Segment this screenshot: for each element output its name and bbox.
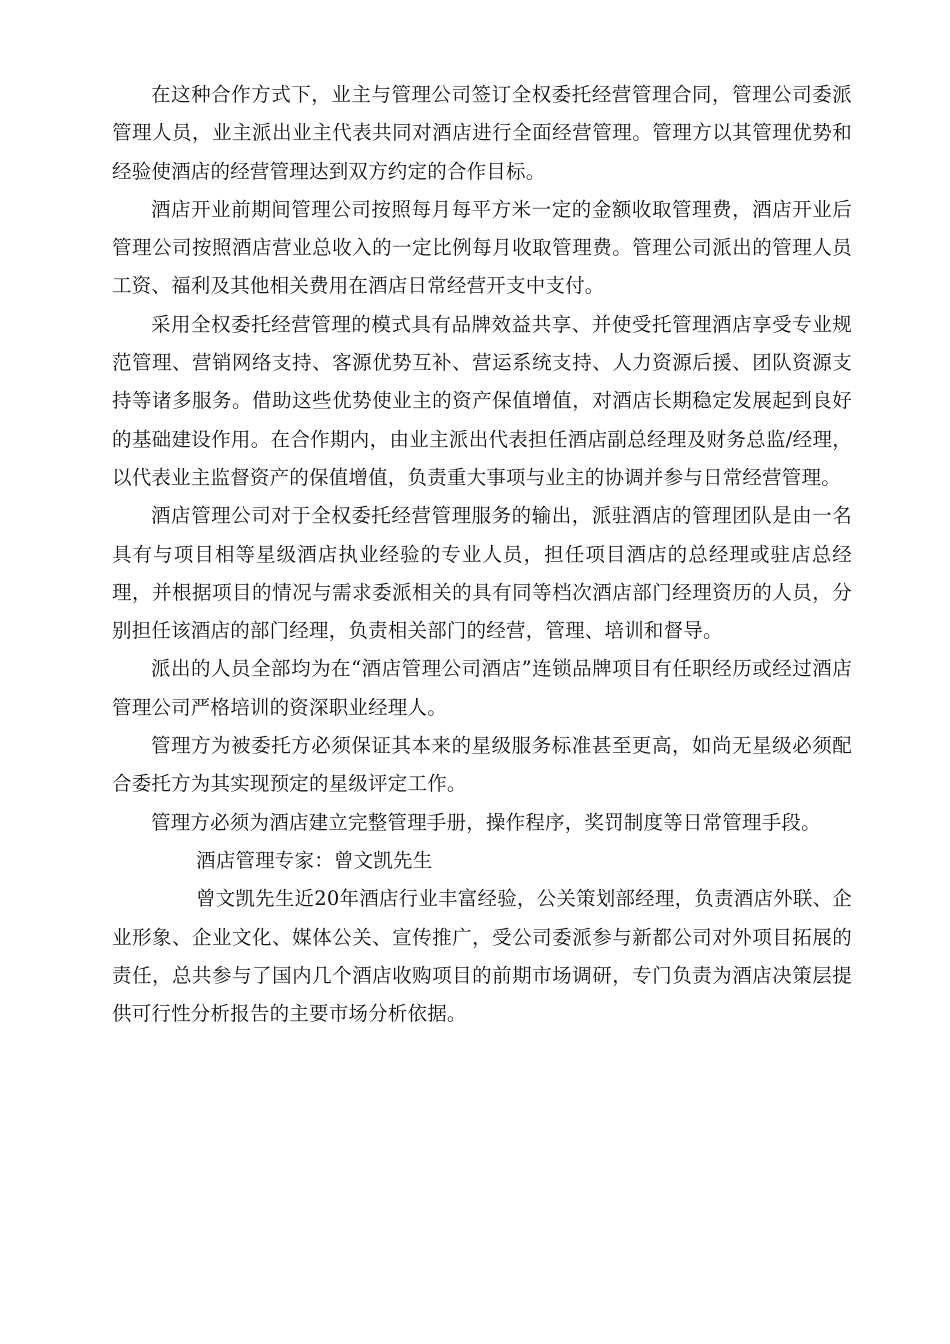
paragraph-star-standard: 管理方为被委托方必须保证其本来的星级服务标准甚至更高，如尚无星级必须配合委托方为其实现预定的星级评定工作。 xyxy=(112,734,852,796)
expert-heading: 酒店管理专家：曾文凯先生 xyxy=(196,848,433,872)
paragraph-brand-benefits: 采用全权委托经营管理的模式具有品牌效益共享、并使受托管理酒店享受专业规范管理、营销网络支持、客源优势互补、营运系统支持、人力资源后援、团队资源支持等诸多服务。借助这些优势使业主的资产保值增值，对酒店长期稳定发展起到良好的基础建设作用。在合作期内，由业主派出代表担任酒店副总经理及财务总监/经理，以代表业主监督资产的保值增值，负责重大事项与业主的协调并参与日常经营管理。 xyxy=(112,312,852,489)
paragraph-management-manual: 管理方必须为酒店建立完整管理手册，操作程序，奖罚制度等日常管理手段。 xyxy=(151,810,821,834)
paragraph-dispatched-staff: 派出的人员全部均为在“酒店管理公司酒店”连锁品牌项目有任职经历或经过酒店管理公司严格培训的资深职业经理人。 xyxy=(112,657,852,719)
paragraph-management-team: 酒店管理公司对于全权委托经营管理服务的输出，派驻酒店的管理团队是由一名具有与项目相等星级酒店执业经验的专业人员，担任项目酒店的总经理或驻店总经理，并根据项目的情况与需求委派相关的具有同等档次酒店部门经理资历的人员，分别担任该酒店的部门经理，负责相关部门的经营，管理、培训和督导。 xyxy=(112,504,852,643)
paragraph-management-fee: 酒店开业前期间管理公司按照每月每平方米一定的金额收取管理费，酒店开业后管理公司按照酒店营业总收入的一定比例每月收取管理费。管理公司派出的管理人员工资、福利及其他相关费用在酒店日常经营开支中支付。 xyxy=(112,197,852,298)
expert-bio: 曾文凯先生近20年酒店行业丰富经验，公关策划部经理，负责酒店外联、企业形象、企业文化、媒体公关、宣传推广，受公司委派参与新都公司对外项目拓展的责任，总共参与了国内几个酒店收购项目的前期市场调研，专门负责为酒店决策层提供可行性分析报告的主要市场分析依据。 xyxy=(112,887,852,1026)
paragraph-cooperation-mode: 在这种合作方式下，业主与管理公司签订全权委托经营管理合同，管理公司委派管理人员，业主派出业主代表共同对酒店进行全面经营管理。管理方以其管理优势和经验使酒店的经营管理达到双方约定的合作目标。 xyxy=(112,83,852,183)
document-body xyxy=(112,76,852,1033)
